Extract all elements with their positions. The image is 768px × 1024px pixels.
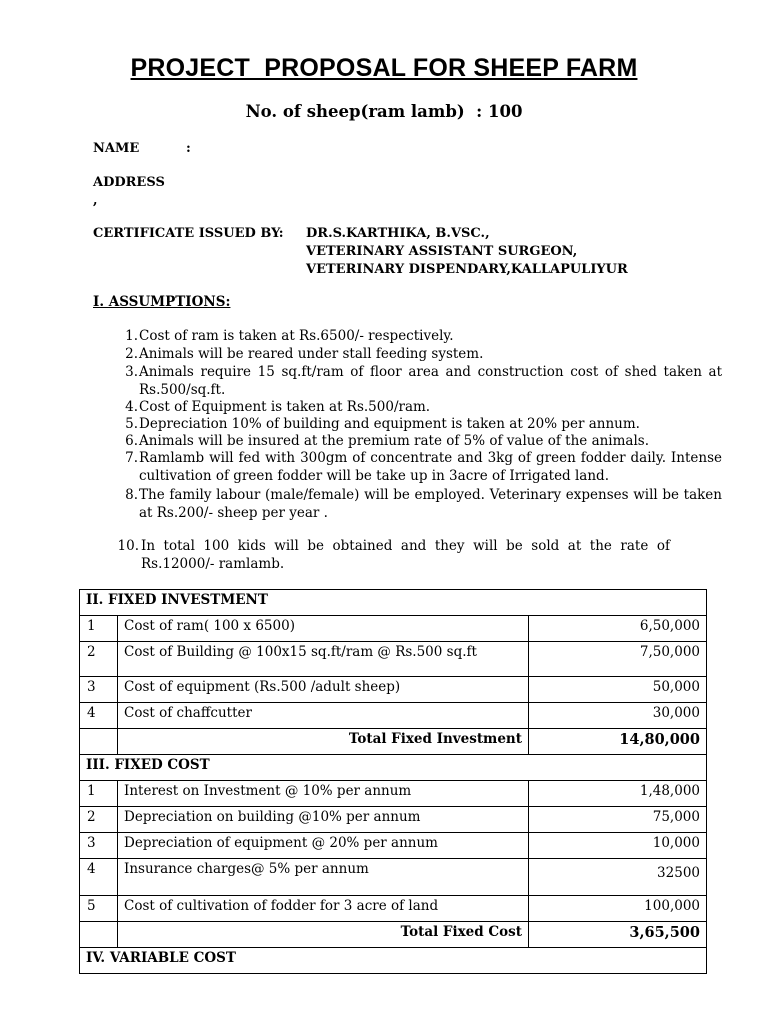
assumption-text: The family labour (male/female) will be employed. Veterinary expenses will be taken at Rs.200/- sheep per year . [139, 487, 722, 521]
assumption-text: In total 100 kids will be obtained and they will be sold at the rate of Rs.12000/- ramlamb. [141, 538, 670, 572]
section-header-row [80, 755, 707, 781]
certificate-issuer-name: DR.S.KARTHIKA, B.VSC., [306, 226, 490, 241]
table-row [80, 703, 707, 729]
row-description: Cost of cultivation of fodder for 3 acre of land [118, 896, 529, 922]
row-number: 4 [80, 703, 118, 729]
assumption-number: 3. [125, 364, 138, 380]
row-description: Cost of equipment (Rs.500 /adult sheep) [118, 677, 529, 703]
cost-table [79, 589, 707, 974]
row-description: Interest on Investment @ 10% per annum [118, 781, 529, 807]
certificate-issuer-office: VETERINARY DISPENDARY,KALLAPULIYUR [306, 262, 628, 277]
table-row [80, 896, 707, 922]
total-fixed-cost-amount: 3,65,500 [529, 922, 707, 948]
address-label: ADDRESS [93, 175, 165, 190]
row-amount: 100,000 [529, 896, 707, 922]
assumption-item [110, 450, 722, 485]
row-description: Cost of Building @ 100x15 sq.ft/ram @ Rs.500 sq.ft [118, 642, 529, 677]
address-comma: , [93, 193, 98, 208]
assumption-item [110, 433, 722, 451]
row-amount: 1,48,000 [529, 781, 707, 807]
assumption-number: 6. [125, 433, 138, 449]
assumption-text: Animals require 15 sq.ft/ram of floor area and construction cost of shed taken at Rs.500/sq.ft. [139, 364, 722, 398]
assumptions-heading: I. ASSUMPTIONS: [93, 294, 231, 310]
table-row [80, 642, 707, 677]
total-fixed-investment-label: Total Fixed Investment [118, 729, 529, 755]
row-description: Depreciation of equipment @ 20% per annum [118, 833, 529, 859]
assumption-text: Animals will be reared under stall feeding system. [139, 346, 484, 362]
table-row [80, 807, 707, 833]
assumption-number: 8. [125, 487, 138, 503]
assumption-item [110, 364, 722, 399]
row-amount: 32500 [529, 859, 707, 896]
section-header-row [80, 948, 707, 974]
row-description: Insurance charges@ 5% per annum [118, 859, 529, 896]
row-description: Cost of ram( 100 x 6500) [118, 616, 529, 642]
row-amount: 50,000 [529, 677, 707, 703]
row-number: 3 [80, 833, 118, 859]
certificate-label: CERTIFICATE ISSUED BY: [93, 226, 284, 241]
row-number: 2 [80, 807, 118, 833]
row-amount: 30,000 [529, 703, 707, 729]
assumption-text: Ramlamb will fed with 300gm of concentrate and 3kg of green fodder daily. Intense cultivation of green fodder will be take up in 3acre of Irrigated land. [139, 450, 722, 484]
table-row [80, 833, 707, 859]
assumption-text: Animals will be insured at the premium rate of 5% of value of the animals. [139, 433, 650, 449]
assumption-number: 10. [117, 538, 139, 554]
row-amount: 75,000 [529, 807, 707, 833]
name-label: NAME [93, 141, 140, 156]
row-amount: 6,50,000 [529, 616, 707, 642]
sheep-count-subtitle: No. of sheep(ram lamb) : 100 [245, 102, 523, 121]
document-title: PROJECT PROPOSAL FOR SHEEP FARM [130, 54, 638, 82]
row-number: 2 [80, 642, 118, 677]
row-description: Cost of chaffcutter [118, 703, 529, 729]
row-number: 4 [80, 859, 118, 896]
fixed-investment-heading: II. FIXED INVESTMENT [80, 590, 707, 616]
row-amount: 7,50,000 [529, 642, 707, 677]
certificate-issuer-title: VETERINARY ASSISTANT SURGEON, [306, 244, 578, 259]
row-number: 3 [80, 677, 118, 703]
name-colon: : [186, 141, 191, 156]
assumption-item [110, 416, 722, 434]
assumption-number: 7. [125, 450, 138, 466]
assumption-text: Depreciation 10% of building and equipment is taken at 20% per annum. [139, 416, 640, 432]
table-row [80, 859, 707, 896]
assumption-item [110, 538, 670, 573]
total-fixed-cost-label: Total Fixed Cost [118, 922, 529, 948]
assumption-number: 5. [125, 416, 138, 432]
row-number: 1 [80, 781, 118, 807]
assumption-item [110, 328, 722, 346]
table-row [80, 616, 707, 642]
row-number: 1 [80, 616, 118, 642]
assumption-item [110, 346, 722, 364]
table-row [80, 677, 707, 703]
assumption-number: 2. [125, 346, 138, 362]
row-amount: 10,000 [529, 833, 707, 859]
assumption-number: 4. [125, 399, 138, 415]
row-number: 5 [80, 896, 118, 922]
total-row [80, 729, 707, 755]
assumption-number: 1. [125, 328, 138, 344]
fixed-cost-heading: III. FIXED COST [80, 755, 707, 781]
table-row [80, 781, 707, 807]
total-fixed-investment-amount: 14,80,000 [529, 729, 707, 755]
assumption-text: Cost of ram is taken at Rs.6500/- respectively. [139, 328, 454, 344]
assumption-item [110, 487, 722, 522]
row-description: Depreciation on building @10% per annum [118, 807, 529, 833]
assumption-text: Cost of Equipment is taken at Rs.500/ram. [139, 399, 431, 415]
section-header-row [80, 590, 707, 616]
assumption-item [110, 399, 722, 417]
variable-cost-heading: IV. VARIABLE COST [80, 948, 707, 974]
total-row [80, 922, 707, 948]
